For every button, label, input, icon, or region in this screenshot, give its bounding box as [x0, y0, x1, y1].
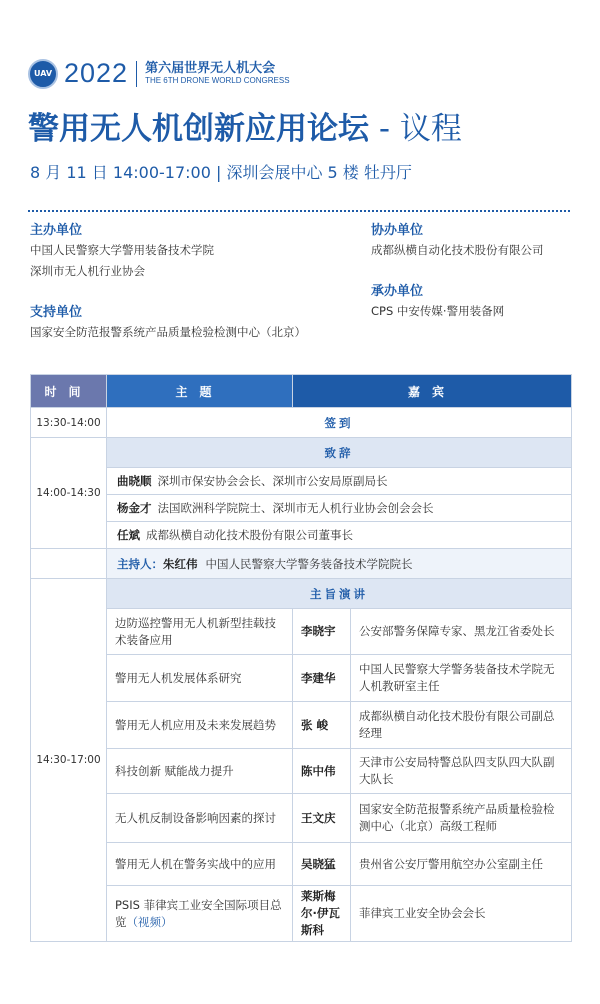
talk-topic: 警用无人机发展体系研究 [107, 655, 293, 702]
guest-cell [107, 468, 572, 495]
guest-title: 法国欧洲科学院院士、深圳市无人机行业协会创会会长 [157, 501, 434, 515]
header-time: 时间 [31, 375, 107, 408]
event-datetime: 8 月 11 日 14:00-17:00 | 深圳会展中心 5 楼 牡丹厅 [30, 163, 412, 182]
time-cell-empty [31, 549, 107, 579]
org-co-line: 成都纵横自动化技术股份有限公司 [371, 243, 544, 257]
org-host-title: 主办单位 [30, 223, 83, 238]
talk-topic-text: PSIS 菲律宾工业安全国际项目总览 [115, 897, 282, 929]
org-undertake-line: CPS 中安传媒·警用装备网 [371, 304, 505, 318]
table-row [31, 522, 572, 549]
logo-text: UAV [33, 69, 53, 78]
guest-title: 成都纵横自动化技术股份有限公司董事长 [146, 528, 353, 542]
org-co-title: 协办单位 [371, 223, 424, 238]
time-cell: 13:30-14:00 [31, 408, 107, 438]
host-name: 朱红伟 [163, 556, 198, 571]
guest-title: 深圳市保安协会会长、深圳市公安局原副局长 [157, 474, 388, 488]
speech-section: 致辞 [107, 438, 572, 468]
table-row [31, 549, 572, 579]
header-guest: 嘉宾 [293, 375, 572, 408]
host-cell [107, 549, 572, 579]
talk-speaker: 陈中伟 [293, 749, 351, 794]
talk-row [31, 702, 572, 749]
keynote-section: 主旨演讲 [107, 579, 572, 609]
header [28, 58, 290, 89]
host-label: 主持人： [117, 556, 163, 571]
talk-row [31, 794, 572, 843]
congress-name-en: THE 6TH DRONE WORLD CONGRESS [145, 76, 290, 85]
guest-cell [107, 495, 572, 522]
guest-name: 曲晓顺 [117, 474, 152, 488]
talk-speaker-title: 天津市公安局特警总队四支队四大队副大队长 [351, 749, 572, 794]
table-row [31, 468, 572, 495]
talk-row [31, 609, 572, 655]
org-support [30, 304, 306, 343]
congress-name [145, 61, 289, 86]
org-host-line: 深圳市无人机行业协会 [30, 264, 145, 278]
org-co [371, 222, 544, 261]
talk-speaker: 李晓宇 [293, 609, 351, 655]
talk-speaker: 吴晓猛 [293, 843, 351, 886]
talk-topic: 边防巡控警用无人机新型挂载技术装备应用 [107, 609, 293, 655]
talk-topic [107, 886, 293, 942]
talk-speaker: 张 峻 [293, 702, 351, 749]
talk-row [31, 749, 572, 794]
talk-row [31, 843, 572, 886]
talk-speaker-title: 公安部警务保障专家、黑龙江省委处长 [351, 609, 572, 655]
talk-topic: 警用无人机应用及未来发展趋势 [107, 702, 293, 749]
talk-speaker-title: 国家安全防范报警系统产品质量检验检测中心（北京）高级工程师 [351, 794, 572, 843]
dotted-divider [28, 210, 570, 212]
page-title [28, 103, 462, 148]
talk-speaker: 莱斯梅尔·伊瓦斯科 [293, 886, 351, 942]
org-host-line: 中国人民警察大学警用装备技术学院 [30, 243, 214, 257]
year: 2022 [64, 58, 129, 88]
signin-cell: 签到 [107, 408, 572, 438]
org-host [30, 222, 214, 282]
org-support-line: 国家安全防范报警系统产品质量检验检测中心（北京） [30, 325, 306, 339]
time-cell: 14:30-17:00 [31, 579, 107, 942]
talk-row [31, 655, 572, 702]
talk-row [31, 886, 572, 942]
congress-logo-icon [28, 59, 58, 89]
talk-topic: 警用无人机在警务实战中的应用 [107, 843, 293, 886]
host-title: 中国人民警察大学警务装备技术学院院长 [205, 556, 413, 571]
title-main: 警用无人机创新应用论坛 [28, 111, 369, 147]
talk-topic: 科技创新 赋能战力提升 [107, 749, 293, 794]
header-topic: 主题 [107, 375, 293, 408]
guest-name: 任斌 [117, 528, 140, 542]
talk-speaker-title: 成都纵横自动化技术股份有限公司副总经理 [351, 702, 572, 749]
org-support-title: 支持单位 [30, 305, 83, 320]
org-undertake-title: 承办单位 [371, 284, 424, 299]
guest-name: 杨金才 [117, 501, 152, 515]
title-suffix: - 议程 [369, 111, 462, 147]
talk-speaker-title: 中国人民警察大学警务装备技术学院无人机教研室主任 [351, 655, 572, 702]
table-row [31, 579, 572, 609]
table-header-row [31, 375, 572, 408]
video-tag: （视频） [126, 914, 173, 929]
guest-cell [107, 522, 572, 549]
org-undertake [371, 283, 504, 322]
talk-speaker-title: 贵州省公安厅警用航空办公室副主任 [351, 843, 572, 886]
talk-topic: 无人机反制设备影响因素的探讨 [107, 794, 293, 843]
talk-speaker: 王文庆 [293, 794, 351, 843]
talk-speaker: 李建华 [293, 655, 351, 702]
congress-name-cn: 第六届世界无人机大会 [145, 61, 276, 76]
time-cell: 14:00-14:30 [31, 438, 107, 549]
table-row [31, 438, 572, 468]
agenda-table [30, 374, 572, 942]
table-row [31, 495, 572, 522]
header-divider [136, 61, 137, 87]
talk-speaker-title: 菲律宾工业安全协会会长 [351, 886, 572, 942]
table-row [31, 408, 572, 438]
